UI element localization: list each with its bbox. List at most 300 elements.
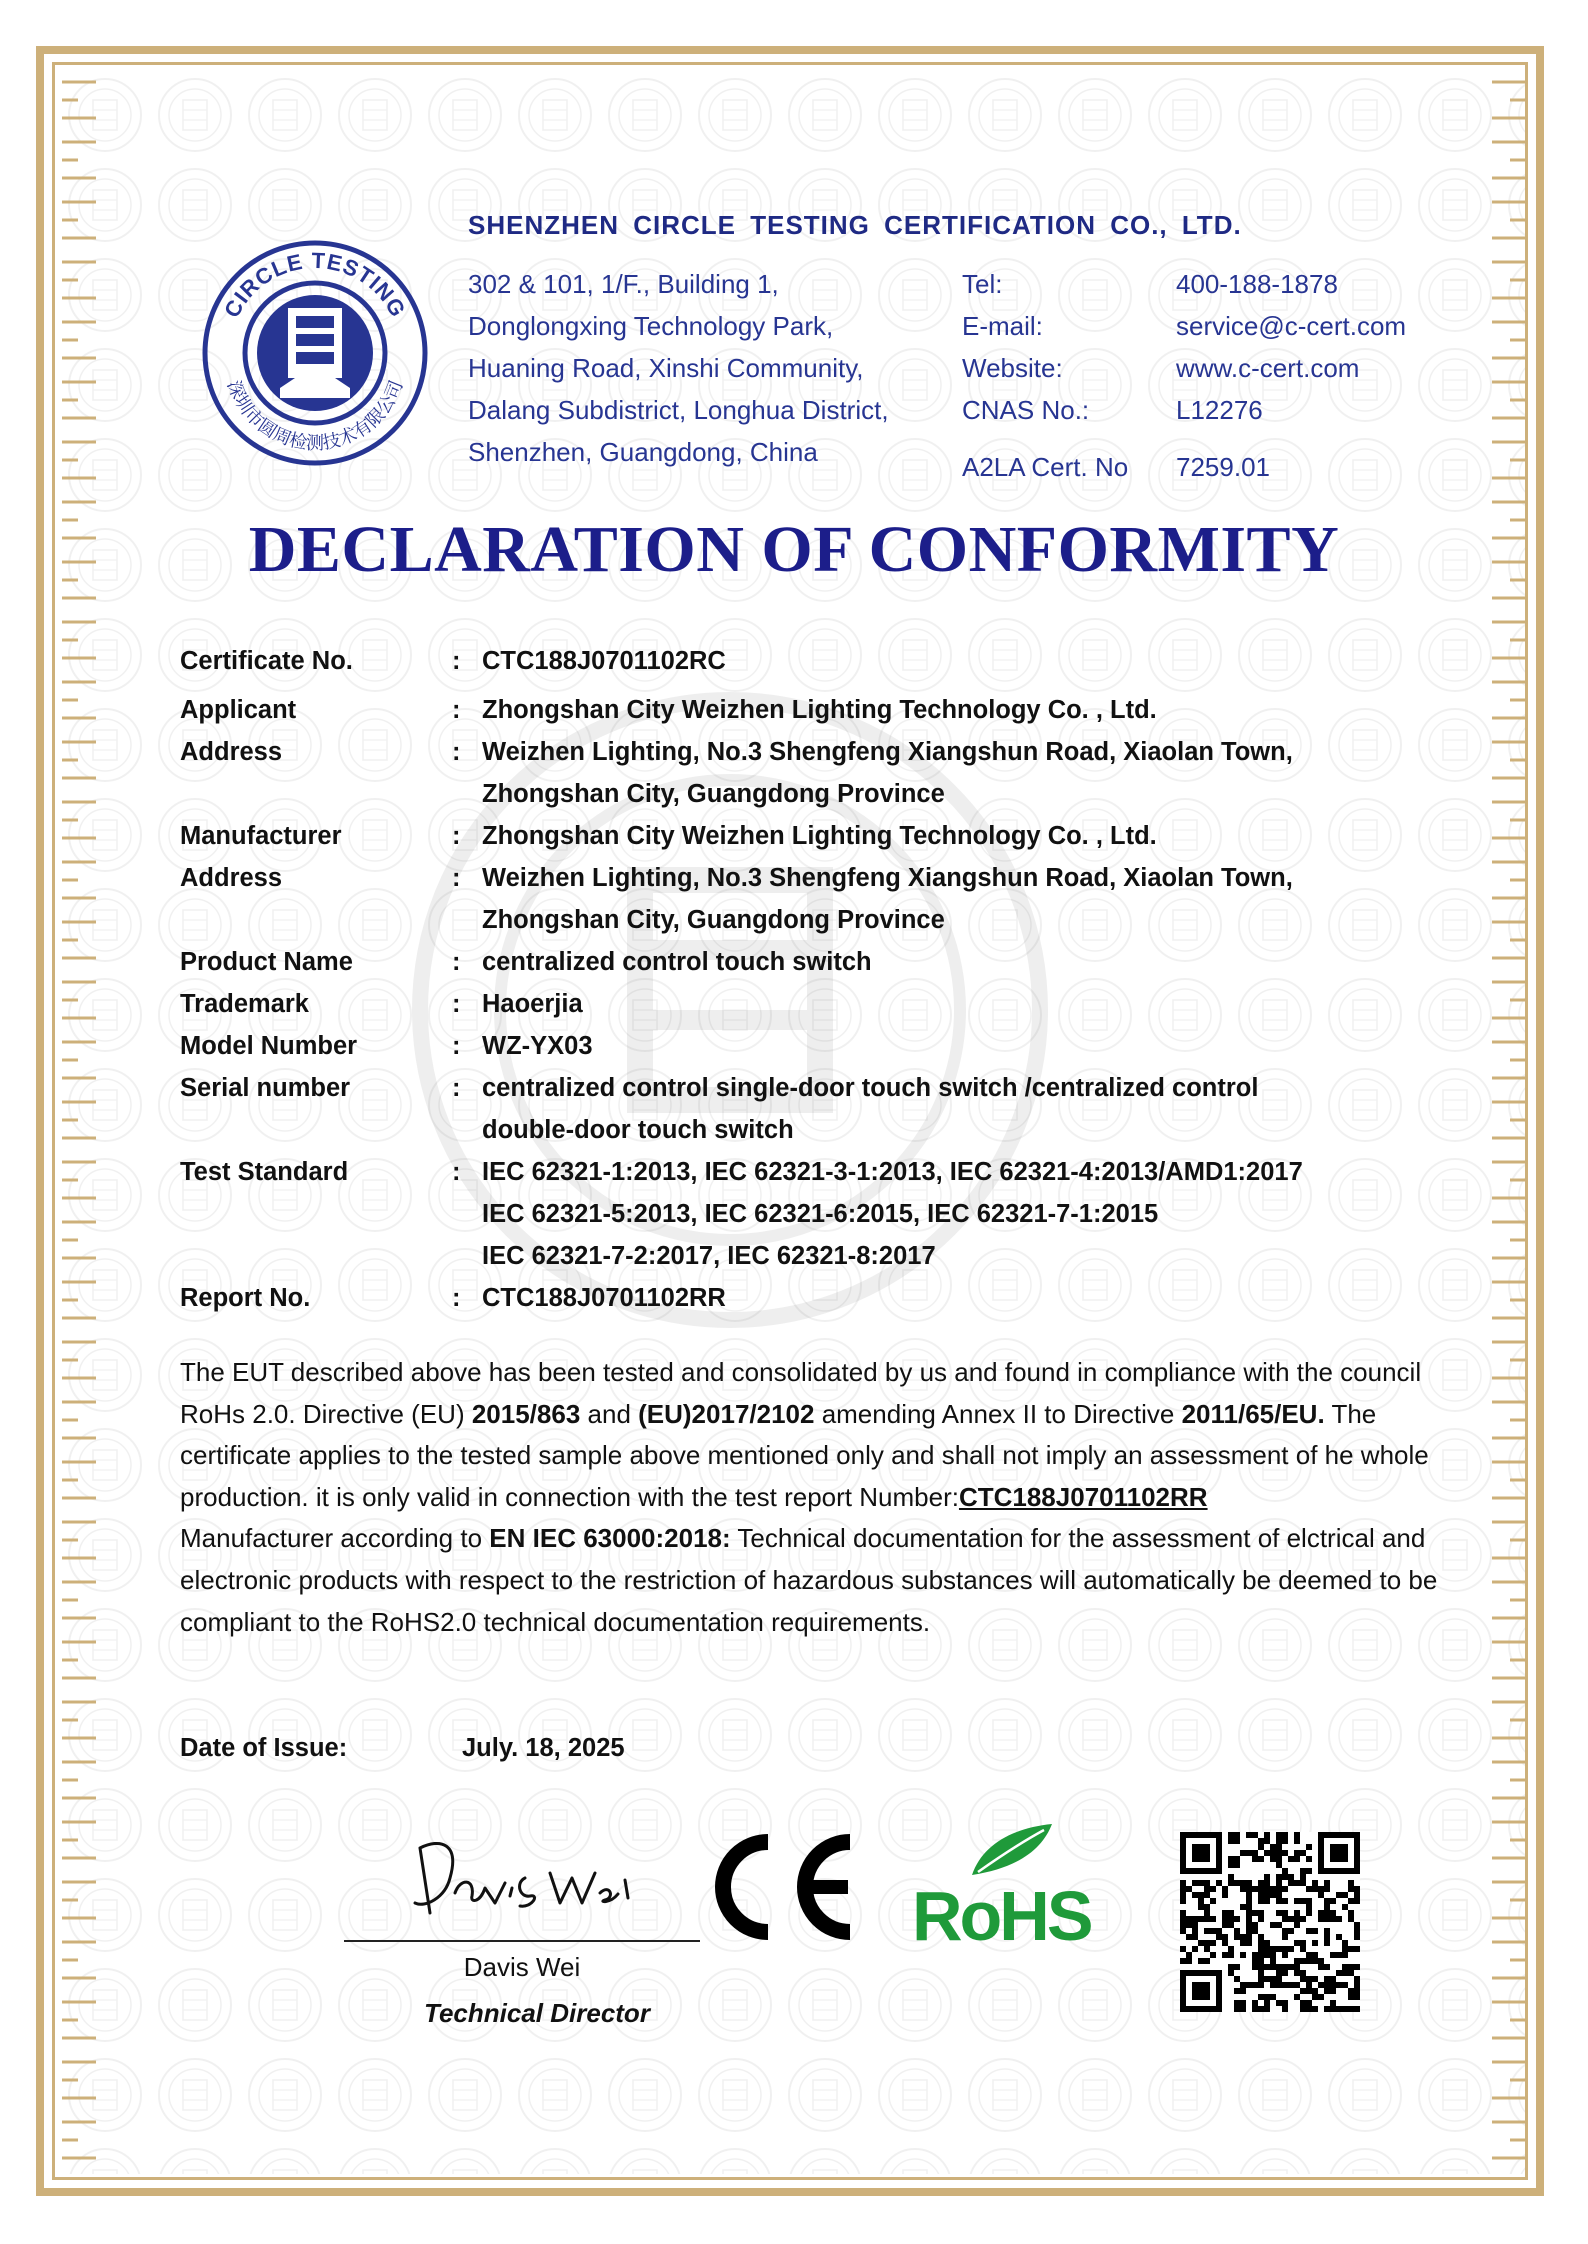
qr-module [1276, 1982, 1282, 1988]
qr-module [1270, 1946, 1276, 1952]
qr-module [1306, 1898, 1312, 1904]
qr-module [1282, 1928, 1288, 1934]
qr-module [1276, 1874, 1282, 1880]
field-value [482, 983, 1440, 1025]
qr-module [1348, 1886, 1354, 1892]
qr-module [1252, 1850, 1258, 1856]
qr-module [1258, 1952, 1264, 1958]
field-label: Certificate No. [180, 647, 353, 675]
qr-module [1246, 1892, 1252, 1898]
qr-module [1282, 1850, 1288, 1856]
qr-module [1270, 1982, 1276, 1988]
qr-module [1354, 2006, 1360, 2012]
qr-module [1204, 1946, 1210, 1952]
qr-module [1324, 1880, 1330, 1886]
field-colon: : [452, 990, 461, 1018]
qr-module [1288, 1880, 1294, 1886]
qr-module [1246, 1928, 1252, 1934]
statement-bold: EN IEC 63000:2018: [489, 1523, 731, 1554]
field-value [482, 941, 1440, 983]
qr-module [1264, 1994, 1270, 2000]
qr-module [1192, 1946, 1198, 1952]
qr-module [1270, 1886, 1276, 1892]
qr-module [1210, 1886, 1216, 1892]
qr-module [1354, 1898, 1360, 1904]
field-label: Manufacturer [180, 822, 342, 850]
qr-module [1294, 1880, 1300, 1886]
field-value [482, 640, 1440, 682]
qr-module [1354, 1994, 1360, 2000]
qr-module [1210, 1952, 1216, 1958]
qr-module [1282, 2006, 1288, 2012]
qr-module [1198, 1880, 1204, 1886]
qr-module [1264, 2006, 1270, 2012]
qr-module [1312, 1994, 1318, 2000]
rohs-logo [912, 1820, 1102, 1955]
qr-module [1294, 1964, 1300, 1970]
statement-text: The EUT described above has been tested and consolidated by us and found in compliance with the council RoHs 2.0. Directive (EU) [180, 1357, 1422, 1429]
qr-module [1324, 1886, 1330, 1892]
qr-module [1240, 1934, 1246, 1940]
address-line: Donglongxing Technology Park, [468, 311, 834, 341]
qr-module [1264, 2000, 1270, 2006]
qr-module [1306, 1928, 1312, 1934]
qr-module [1294, 1838, 1300, 1844]
qr-module [1282, 1952, 1288, 1958]
qr-module [1294, 1832, 1300, 1838]
ce-mark [700, 1830, 860, 1944]
qr-module [1252, 1952, 1258, 1958]
qr-module [1186, 1922, 1192, 1928]
field-colon: : [452, 822, 461, 850]
qr-module [1276, 1892, 1282, 1898]
value-line: CTC188J0701102RC [482, 647, 726, 675]
field-report-no [180, 1277, 1440, 1319]
qr-module [1336, 2006, 1342, 2012]
field-colon: : [452, 948, 461, 976]
qr-module [1240, 2000, 1246, 2006]
qr-module [1204, 1940, 1210, 1946]
field-value [482, 857, 1440, 941]
qr-module [1252, 1832, 1258, 1838]
qr-module [1276, 1946, 1282, 1952]
qr-module [1324, 1982, 1330, 1988]
qr-module [1240, 1886, 1246, 1892]
field-value [482, 1067, 1440, 1151]
qr-module [1348, 1898, 1354, 1904]
qr-module [1252, 1910, 1258, 1916]
qr-module [1354, 1934, 1360, 1940]
qr-module [1282, 1886, 1288, 1892]
qr-module [1282, 1946, 1288, 1952]
qr-module [1270, 1844, 1276, 1850]
qr-module [1306, 1952, 1312, 1958]
qr-module [1234, 1862, 1240, 1868]
value-line: Weizhen Lighting, No.3 Shengfeng Xiangshun Road, Xiaolan Town, [482, 738, 1293, 766]
qr-module [1294, 1958, 1300, 1964]
value-line: centralized control single-door touch switch /centralized control [482, 1074, 1259, 1102]
cnas-value: L12276 [1176, 395, 1263, 425]
qr-module [1282, 1934, 1288, 1940]
qr-module [1342, 1940, 1348, 1946]
qr-module [1306, 1910, 1312, 1916]
value-line: IEC 62321-7-2:2017, IEC 62321-8:2017 [482, 1242, 936, 1270]
qr-module [1198, 1916, 1204, 1922]
qr-module [1294, 1898, 1300, 1904]
left-border-ticks [56, 70, 102, 2174]
qr-module [1342, 1970, 1348, 1976]
qr-module [1318, 1892, 1324, 1898]
qr-module [1204, 1886, 1210, 1892]
qr-module [1276, 2000, 1282, 2006]
qr-module [1330, 1988, 1336, 1994]
qr-module [1282, 1898, 1288, 1904]
qr-module [1324, 1976, 1330, 1982]
qr-module [1228, 1964, 1234, 1970]
qr-module [1348, 1988, 1354, 1994]
qr-module [1240, 1988, 1246, 1994]
qr-module [1276, 1964, 1282, 1970]
qr-module [1324, 1928, 1330, 1934]
signatory-title: Technical Director [424, 1998, 650, 2028]
qr-module [1246, 1880, 1252, 1886]
qr-module [1282, 1838, 1288, 1844]
qr-module [1192, 1880, 1198, 1886]
qr-module [1318, 1964, 1324, 1970]
qr-module [1330, 1916, 1336, 1922]
field-colon: : [452, 647, 461, 675]
qr-code[interactable] [1180, 1832, 1360, 2012]
qr-module [1288, 1856, 1294, 1862]
qr-module [1312, 1952, 1318, 1958]
qr-module [1324, 1898, 1330, 1904]
qr-module [1270, 1994, 1276, 2000]
qr-module [1228, 1874, 1234, 1880]
field-applicant-address [180, 731, 1440, 815]
qr-module [1210, 1928, 1216, 1934]
website-value: www.c-cert.com [1176, 353, 1360, 383]
qr-module [1342, 1892, 1348, 1898]
rohs-text: RoHS [912, 1877, 1091, 1955]
signatory-name: Davis Wei [463, 1952, 581, 1982]
qr-module [1180, 1916, 1186, 1922]
qr-module [1288, 1928, 1294, 1934]
address-line: Huaning Road, Xinshi Community, [468, 353, 864, 383]
qr-module [1264, 1946, 1270, 1952]
qr-module [1252, 1982, 1258, 1988]
qr-module [1300, 1898, 1306, 1904]
qr-module [1282, 1910, 1288, 1916]
qr-module [1348, 1916, 1354, 1922]
qr-module [1264, 1880, 1270, 1886]
field-trademark [180, 983, 1440, 1025]
qr-module [1354, 1946, 1360, 1952]
qr-module [1354, 1892, 1360, 1898]
qr-module [1282, 1982, 1288, 1988]
qr-module [1300, 1976, 1306, 1982]
qr-module [1180, 1898, 1186, 1904]
qr-module [1198, 1940, 1204, 1946]
qr-module [1276, 1844, 1282, 1850]
value-line: double-door touch switch [482, 1116, 794, 1144]
qr-module [1192, 1934, 1198, 1940]
qr-module [1246, 1934, 1252, 1940]
qr-module [1276, 1910, 1282, 1916]
qr-module [1240, 2006, 1246, 2012]
qr-module [1348, 1910, 1354, 1916]
qr-module [1288, 1874, 1294, 1880]
qr-module [1222, 1886, 1228, 1892]
qr-module [1348, 1964, 1354, 1970]
field-label: Test Standard [180, 1158, 349, 1186]
qr-module [1180, 1910, 1186, 1916]
qr-module [1294, 1910, 1300, 1916]
qr-module [1294, 1940, 1300, 1946]
qr-module [1192, 1928, 1198, 1934]
qr-module [1348, 1970, 1354, 1976]
qr-module [1300, 1946, 1306, 1952]
qr-module [1342, 1964, 1348, 1970]
qr-module [1228, 1916, 1234, 1922]
qr-module [1330, 1952, 1336, 1958]
qr-module [1288, 1964, 1294, 1970]
qr-module [1300, 1940, 1306, 1946]
qr-module [1264, 1976, 1270, 1982]
value-line: Zhongshan City, Guangdong Province [482, 780, 945, 808]
value-line: WZ-YX03 [482, 1032, 593, 1060]
qr-module [1342, 1946, 1348, 1952]
qr-module [1228, 1880, 1234, 1886]
qr-module [1300, 1958, 1306, 1964]
qr-module [1246, 1982, 1252, 1988]
address-line: Dalang Subdistrict, Longhua District, [468, 395, 889, 425]
field-test-standard [180, 1151, 1440, 1277]
value-line: IEC 62321-5:2013, IEC 62321-6:2015, IEC 62321-7-1:2015 [482, 1200, 1159, 1228]
qr-module [1180, 1946, 1186, 1952]
qr-module [1294, 1922, 1300, 1928]
qr-module [1234, 1928, 1240, 1934]
qr-module [1228, 1946, 1234, 1952]
qr-module [1198, 1904, 1204, 1910]
qr-module [1306, 1988, 1312, 1994]
statement-text: and [580, 1398, 639, 1429]
qr-module [1258, 1880, 1264, 1886]
qr-module [1246, 1850, 1252, 1856]
qr-module [1306, 1856, 1312, 1862]
qr-module [1312, 1940, 1318, 1946]
qr-module [1324, 1916, 1330, 1922]
qr-module [1300, 2006, 1306, 2012]
qr-module [1330, 1982, 1336, 1988]
qr-module [1270, 1952, 1276, 1958]
qr-module [1234, 1856, 1240, 1862]
qr-module [1180, 1922, 1186, 1928]
qr-module [1288, 1946, 1294, 1952]
address-line: 302 & 101, 1/F., Building 1, [468, 269, 779, 299]
qr-module [1258, 1892, 1264, 1898]
qr-module [1294, 1970, 1300, 1976]
field-colon: : [452, 1032, 461, 1060]
value-line: Zhongshan City Weizhen Lighting Technology Co. , Ltd. [482, 822, 1157, 850]
qr-module [1228, 1856, 1234, 1862]
qr-module [1318, 1910, 1324, 1916]
qr-module [1222, 1934, 1228, 1940]
qr-module [1258, 1916, 1264, 1922]
qr-module [1186, 1952, 1192, 1958]
qr-module [1198, 1958, 1204, 1964]
qr-module [1348, 2006, 1354, 2012]
qr-module [1300, 1868, 1306, 1874]
statement-paragraph-1 [180, 1352, 1440, 1518]
field-value [482, 815, 1440, 857]
qr-module [1276, 1850, 1282, 1856]
qr-module [1306, 1844, 1312, 1850]
qr-module [1294, 1994, 1300, 2000]
qr-module [1312, 1976, 1318, 1982]
qr-module [1282, 1832, 1288, 1838]
value-line: Zhongshan City, Guangdong Province [482, 906, 945, 934]
qr-module [1258, 1964, 1264, 1970]
qr-module [1246, 1886, 1252, 1892]
qr-module [1228, 1952, 1234, 1958]
qr-module [1216, 1880, 1222, 1886]
qr-module [1264, 1850, 1270, 1856]
qr-module [1228, 1922, 1234, 1928]
qr-module [1312, 1886, 1318, 1892]
qr-module [1234, 1838, 1240, 1844]
qr-module [1264, 1898, 1270, 1904]
email-label: E-mail: [962, 311, 1043, 341]
qr-module [1264, 1964, 1270, 1970]
field-label: Applicant [180, 696, 297, 724]
qr-module [1300, 1988, 1306, 1994]
qr-module [1306, 1904, 1312, 1910]
statement-bold: 2015/863 [471, 1398, 581, 1429]
qr-module [1276, 1922, 1282, 1928]
qr-module [1222, 1940, 1228, 1946]
qr-module [1258, 1976, 1264, 1982]
qr-module [1186, 1958, 1192, 1964]
qr-module [1300, 1874, 1306, 1880]
field-colon: : [452, 1284, 461, 1312]
qr-module [1300, 1880, 1306, 1886]
qr-module [1270, 1922, 1276, 1928]
qr-module [1354, 1988, 1360, 1994]
qr-module [1264, 1874, 1270, 1880]
qr-module [1204, 1904, 1210, 1910]
qr-module [1240, 1982, 1246, 1988]
qr-module [1234, 1976, 1240, 1982]
qr-module [1324, 2006, 1330, 2012]
value-line: Zhongshan City Weizhen Lighting Technology Co. , Ltd. [482, 696, 1157, 724]
qr-module [1336, 1916, 1342, 1922]
qr-module [1258, 1886, 1264, 1892]
qr-module [1258, 1856, 1264, 1862]
statement-paragraph-2 [180, 1518, 1440, 1643]
qr-module [1222, 1952, 1228, 1958]
qr-module [1198, 1892, 1204, 1898]
website-label: Website: [962, 353, 1063, 383]
a2la-value: 7259.01 [1176, 452, 1270, 482]
qr-module [1324, 1940, 1330, 1946]
qr-module [1276, 1862, 1282, 1868]
qr-module [1240, 1850, 1246, 1856]
certificate-fields [180, 640, 1440, 1319]
qr-module [1264, 1838, 1270, 1844]
qr-module [1204, 1880, 1210, 1886]
field-model-number [180, 1025, 1440, 1067]
qr-module [1228, 1838, 1234, 1844]
right-border-ticks [1486, 70, 1532, 2174]
issuer-address [468, 263, 889, 473]
qr-module [1282, 1970, 1288, 1976]
qr-module [1222, 1892, 1228, 1898]
value-line: Weizhen Lighting, No.3 Shengfeng Xiangshun Road, Xiaolan Town, [482, 864, 1293, 892]
date-of-issue-value: July. 18, 2025 [462, 1734, 625, 1762]
qr-module [1234, 1916, 1240, 1922]
statement-text: Manufacturer according to [180, 1523, 490, 1554]
value-line: Haoerjia [482, 990, 583, 1018]
company-seal-logo [200, 238, 430, 468]
qr-module [1210, 1940, 1216, 1946]
qr-module [1306, 1976, 1312, 1982]
field-applicant [180, 689, 1440, 731]
qr-module [1300, 1916, 1306, 1922]
field-serial-number [180, 1067, 1440, 1151]
qr-module [1258, 1940, 1264, 1946]
qr-module [1264, 1892, 1270, 1898]
handwritten-signature [400, 1818, 640, 1928]
qr-module [1348, 1880, 1354, 1886]
statement-text: Technical documentation for the assessment of elctrical and electronic products with respect to the restriction of hazardous substances will automatically be deemed to be compliant to the RoHS2.0 technical documentation requirements. [180, 1523, 1438, 1637]
qr-module [1210, 1898, 1216, 1904]
qr-module [1234, 1988, 1240, 1994]
qr-module [1276, 1832, 1282, 1838]
qr-module [1234, 1934, 1240, 1940]
qr-module [1204, 1916, 1210, 1922]
qr-module [1246, 1898, 1252, 1904]
qr-module [1240, 1880, 1246, 1886]
field-colon: : [452, 864, 461, 892]
qr-module [1330, 1898, 1336, 1904]
qr-module [1324, 1934, 1330, 1940]
qr-module [1318, 1886, 1324, 1892]
qr-module [1180, 1928, 1186, 1934]
email-value: service@c-cert.com [1176, 311, 1407, 341]
qr-module [1294, 1850, 1300, 1856]
qr-module [1282, 1964, 1288, 1970]
qr-module [1240, 1940, 1246, 1946]
qr-module [1282, 1916, 1288, 1922]
qr-module [1348, 1994, 1354, 2000]
tel-label: Tel: [962, 269, 1003, 299]
qr-module [1342, 1904, 1348, 1910]
qr-module [1246, 1910, 1252, 1916]
a2la-label: A2LA Cert. No [962, 452, 1129, 482]
field-colon: : [452, 1074, 461, 1102]
qr-module [1312, 1958, 1318, 1964]
address-line: Shenzhen, Guangdong, China [468, 437, 818, 467]
qr-module [1222, 1910, 1228, 1916]
qr-module [1258, 2006, 1264, 2012]
qr-module [1354, 1886, 1360, 1892]
qr-module [1282, 1874, 1288, 1880]
qr-module [1252, 2000, 1258, 2006]
qr-module [1234, 2000, 1240, 2006]
qr-module [1186, 1886, 1192, 1892]
field-certificate-no [180, 640, 1440, 682]
qr-module [1342, 1952, 1348, 1958]
